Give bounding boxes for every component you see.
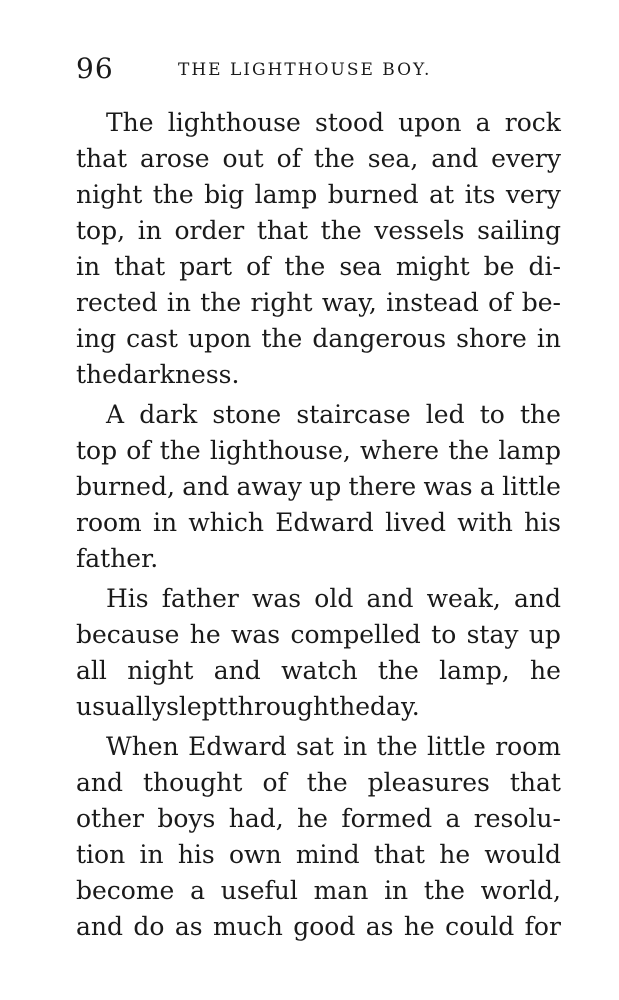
- text-word: upon: [188, 324, 252, 353]
- text-word: little: [502, 472, 561, 501]
- text-word: lamp: [254, 180, 318, 209]
- text-word: that: [76, 144, 128, 173]
- text-word: in: [384, 876, 409, 905]
- paragraph-1: [76, 105, 561, 393]
- text-line: [76, 581, 561, 617]
- text-word: weak,: [426, 584, 501, 613]
- text-word: good: [293, 912, 356, 941]
- text-word: could: [445, 912, 515, 941]
- text-word: instead: [386, 288, 479, 317]
- text-word: away: [236, 472, 302, 501]
- text-word: man: [313, 876, 369, 905]
- text-word: usually: [76, 692, 167, 721]
- text-word: sat: [295, 732, 334, 761]
- text-word: in: [343, 732, 368, 761]
- text-line: [76, 653, 561, 689]
- text-word: the: [159, 436, 201, 465]
- text-line: [76, 617, 561, 653]
- text-word: he: [297, 804, 328, 833]
- text-word: had,: [228, 804, 284, 833]
- text-word: all: [76, 656, 107, 685]
- text-word: staircase: [296, 400, 411, 429]
- text-word: to: [479, 400, 505, 429]
- text-word: every: [491, 144, 561, 173]
- text-word: upon: [398, 108, 462, 137]
- text-word: that: [373, 840, 425, 869]
- text-word: was: [251, 584, 302, 613]
- text-word: stay: [466, 620, 519, 649]
- text-word: little: [426, 732, 486, 761]
- text-word: formed: [341, 804, 433, 833]
- text-word: in: [139, 840, 164, 869]
- text-word: tion: [76, 840, 126, 869]
- text-word: rected: [76, 288, 158, 317]
- text-word: sailing: [477, 216, 561, 245]
- text-word: father.: [76, 544, 159, 573]
- text-word: right: [250, 288, 313, 317]
- text-word: a: [475, 108, 491, 137]
- text-word: much: [212, 912, 283, 941]
- text-word: rock: [504, 108, 561, 137]
- text-word: boys: [157, 804, 216, 833]
- text-word: to: [431, 620, 457, 649]
- text-word: the: [320, 216, 362, 245]
- text-word: father: [161, 584, 239, 613]
- text-word: resolu-: [473, 804, 561, 833]
- text-word: slept: [166, 692, 228, 721]
- text-word: stone: [212, 400, 282, 429]
- text-word: of: [246, 252, 271, 281]
- text-line: [76, 469, 561, 505]
- text-word: sea,: [367, 144, 419, 173]
- text-word: the: [200, 288, 242, 317]
- text-word: sea: [339, 252, 382, 281]
- text-line: [76, 505, 561, 541]
- text-word: big: [204, 180, 245, 209]
- text-word: night: [76, 180, 143, 209]
- text-word: through: [227, 692, 330, 721]
- text-word: Edward: [275, 508, 374, 537]
- text-word: he: [403, 912, 435, 941]
- text-word: the: [152, 180, 194, 209]
- page-header: [76, 52, 561, 92]
- text-word: Edward: [188, 732, 287, 761]
- text-line: [76, 357, 561, 393]
- text-word: up: [309, 472, 342, 501]
- text-word: own: [229, 840, 282, 869]
- paragraph-3: [76, 581, 561, 725]
- text-word: lamp,: [439, 656, 510, 685]
- text-word: burned,: [76, 472, 175, 501]
- text-word: way,: [321, 288, 377, 317]
- text-word: and: [76, 768, 124, 797]
- text-word: the: [377, 656, 419, 685]
- text-word: part: [179, 252, 233, 281]
- text-word: When: [106, 732, 179, 761]
- text-word: a: [190, 876, 206, 905]
- text-word: other: [76, 804, 144, 833]
- text-word: that: [509, 768, 561, 797]
- text-word: lighthouse: [167, 108, 301, 137]
- text-line: [76, 285, 561, 321]
- text-word: that: [256, 216, 309, 245]
- text-word: useful: [220, 876, 298, 905]
- text-word: of: [126, 436, 151, 465]
- text-word: in: [76, 252, 101, 281]
- text-word: in: [536, 324, 561, 353]
- text-line: [76, 873, 561, 909]
- text-word: up: [528, 620, 561, 649]
- text-word: for: [524, 912, 561, 941]
- text-word: top,: [76, 216, 126, 245]
- text-word: the: [329, 692, 371, 721]
- text-line: [76, 141, 561, 177]
- text-line: [76, 213, 561, 249]
- text-word: ing: [76, 324, 117, 353]
- text-word: the: [313, 144, 355, 173]
- text-line: [76, 321, 561, 357]
- text-word: night: [127, 656, 194, 685]
- text-word: dark: [139, 400, 198, 429]
- text-line: [76, 105, 561, 141]
- text-word: very: [505, 180, 561, 209]
- text-word: a: [445, 804, 461, 833]
- text-word: and: [182, 472, 230, 501]
- text-word: out: [222, 144, 264, 173]
- text-word: that: [114, 252, 166, 281]
- text-word: arose: [140, 144, 210, 173]
- page-number: 96: [76, 52, 114, 85]
- text-word: become: [76, 876, 175, 905]
- text-word: the: [423, 876, 465, 905]
- text-word: his: [177, 840, 215, 869]
- text-line: [76, 397, 561, 433]
- text-word: and: [366, 584, 414, 613]
- text-word: he: [439, 840, 471, 869]
- paragraph-4: [76, 729, 561, 945]
- text-word: burned: [327, 180, 419, 209]
- text-word: where: [360, 436, 440, 465]
- text-word: thought: [143, 768, 243, 797]
- text-word: compelled: [290, 620, 421, 649]
- text-word: the: [448, 436, 490, 465]
- text-word: mind: [295, 840, 360, 869]
- text-word: he: [189, 620, 221, 649]
- text-word: and: [213, 656, 261, 685]
- text-word: The: [106, 108, 154, 137]
- text-word: di-: [528, 252, 561, 281]
- text-word: world,: [480, 876, 561, 905]
- text-word: the: [76, 360, 117, 389]
- text-word: order: [174, 216, 245, 245]
- text-word: lighthouse,: [209, 436, 351, 465]
- text-line: [76, 541, 561, 577]
- text-word: was: [231, 620, 281, 649]
- text-word: A: [106, 400, 125, 429]
- text-word: darkness.: [116, 360, 240, 389]
- text-word: which: [188, 508, 265, 537]
- body-text: [76, 105, 561, 949]
- text-word: cast: [126, 324, 178, 353]
- text-word: watch: [281, 656, 358, 685]
- text-line: [76, 177, 561, 213]
- text-word: stood: [315, 108, 384, 137]
- text-word: led: [425, 400, 465, 429]
- running-title: THE LIGHTHOUSE BOY.: [178, 60, 432, 80]
- text-word: be-: [521, 288, 561, 317]
- text-word: the: [376, 732, 418, 761]
- text-word: with: [457, 508, 513, 537]
- text-line: [76, 729, 561, 765]
- text-word: a: [479, 472, 495, 501]
- text-word: dangerous: [312, 324, 447, 353]
- text-word: do: [133, 912, 165, 941]
- text-word: at: [429, 180, 455, 209]
- text-word: because: [76, 620, 180, 649]
- text-word: lamp: [498, 436, 561, 465]
- text-word: he: [530, 656, 561, 685]
- text-line: [76, 801, 561, 837]
- text-word: pleasures: [367, 768, 490, 797]
- paragraph-2: [76, 397, 561, 577]
- text-word: of: [488, 288, 513, 317]
- text-word: the: [520, 400, 561, 429]
- text-word: and: [76, 912, 124, 941]
- text-word: in: [166, 288, 191, 317]
- text-word: as: [365, 912, 394, 941]
- text-line: [76, 765, 561, 801]
- text-word: his: [524, 508, 561, 537]
- text-word: the: [284, 252, 326, 281]
- text-word: would: [484, 840, 561, 869]
- text-word: might: [395, 252, 470, 281]
- text-word: in: [137, 216, 162, 245]
- text-word: day.: [370, 692, 420, 721]
- text-line: [76, 689, 561, 725]
- text-word: of: [262, 768, 287, 797]
- text-line: [76, 249, 561, 285]
- text-word: as: [174, 912, 203, 941]
- text-word: and: [513, 584, 561, 613]
- text-line: [76, 433, 561, 469]
- text-word: room: [495, 732, 561, 761]
- text-word: vessels: [374, 216, 465, 245]
- text-line: [76, 837, 561, 873]
- text-word: the: [306, 768, 348, 797]
- text-word: there: [348, 472, 417, 501]
- text-word: top: [76, 436, 118, 465]
- text-word: in: [153, 508, 178, 537]
- text-word: be: [483, 252, 515, 281]
- text-word: shore: [456, 324, 527, 353]
- text-word: was: [423, 472, 473, 501]
- text-line: [76, 909, 561, 945]
- text-word: its: [464, 180, 496, 209]
- text-word: and: [431, 144, 479, 173]
- text-word: of: [276, 144, 301, 173]
- text-word: lived: [385, 508, 446, 537]
- text-word: His: [106, 584, 149, 613]
- text-word: room: [76, 508, 142, 537]
- text-word: the: [261, 324, 303, 353]
- text-word: old: [314, 584, 354, 613]
